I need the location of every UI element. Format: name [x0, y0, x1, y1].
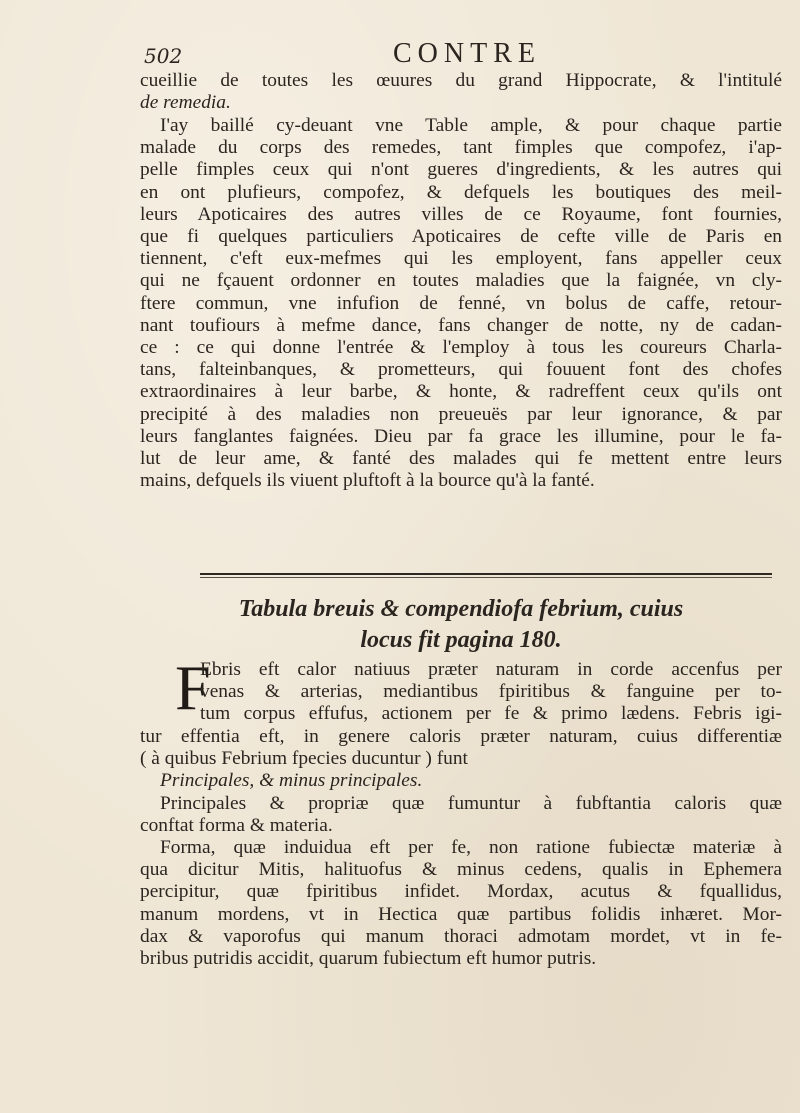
- page-header: [138, 38, 778, 74]
- text-line: lut de leur ame, & fanté des malades qui fe mettent entre leurs: [140, 448, 782, 470]
- text-line: tiennent, c'eft eux-mefmes qui les employent, fans appeller ceux: [140, 248, 782, 270]
- text-line: tans, falteinbanques, & prometteurs, qui fouuent font des chofes: [140, 359, 782, 381]
- text-line: venas & arterias, mediantibus fpiritibus & fanguine per to-: [200, 681, 782, 703]
- text-line: precipité à des maladies non preueuës par leur ignorance, & par: [140, 403, 782, 425]
- text-line: Principales & propriæ quæ fumuntur à fubftantia caloris quæ: [160, 792, 782, 814]
- text-line: I'ay baillé cy-deuant vne Table ample, & pour chaque partie: [160, 115, 782, 136]
- text-line: que fi quelques particuliers Apoticaires de cefte ville de Paris en: [140, 226, 782, 248]
- text-line: dax & vaporofus qui manum thoraci admotam mordet, vt in fe-: [140, 925, 782, 947]
- text-line: manum mordens, vt in Hectica quæ partibus folidis inhæret. Mor-: [140, 903, 782, 925]
- text-line: leurs fanglantes faignées. Dieu par fa grace les illumine, pour le fa-: [140, 425, 782, 447]
- text-line: qua dicitur Mitis, halituofus & minus cedens, qualis in Ephemera: [140, 859, 782, 881]
- section-divider: [200, 573, 772, 575]
- page-number: 502: [144, 44, 183, 68]
- paragraph-remedia-reference: [140, 70, 782, 114]
- text-line: tur effentia eft, in genere caloris præter naturam, cuius differentiæ: [140, 726, 782, 747]
- text-line: Principales, & minus principales.: [160, 770, 423, 792]
- text-line: malade du corps des remedes, tant fimples que compofez, i'ap-: [140, 137, 782, 159]
- text-line: qui ne fçauent ordonner en toutes maladies que la faignée, vn cly-: [140, 270, 782, 292]
- text-line: extraordinaires à leur barbe, & honte, & radreffent ceux qu'ils ont: [140, 381, 782, 403]
- section-title: [140, 594, 782, 656]
- text-line: Ebris eft calor natiuus præter naturam in corde accenfus per: [200, 659, 782, 680]
- section-title-line: locus fit pagina 180.: [360, 627, 562, 653]
- drop-cap: F: [175, 652, 211, 723]
- febris-definition-body: [140, 726, 782, 970]
- text-line: mains, defquels ils viuent pluftoft à la bource qu'à la fanté.: [140, 470, 595, 492]
- text-line: conftat forma & materia.: [140, 814, 333, 836]
- text-line: Forma, quæ induidua eft per fe, non ratione fubiectæ materiæ à: [160, 837, 782, 859]
- text-line: leurs Apoticaires des autres villes de ce Royaume, font fournies,: [140, 203, 782, 225]
- text-line: tum corpus effufus, actionem per fe & primo lædens. Febris igi-: [200, 703, 782, 725]
- text-line: ( à quibus Febrium fpecies ducuntur ) funt: [140, 748, 468, 770]
- text-line: bribus putridis accidit, quarum fubiectum eft humor putris.: [140, 948, 597, 970]
- text-line: ce : ce qui donne l'entrée & l'employ à tous les coureurs Charla-: [140, 337, 782, 359]
- text-line: cueillie de toutes les œuures du grand Hippocrate, & l'intitulé: [140, 70, 782, 91]
- text-line: pelle fimples ceux qui n'ont gueres d'ingredients, & les autres qui: [140, 159, 782, 181]
- febris-definition-opening: [200, 659, 782, 726]
- running-title: CONTRE: [393, 38, 541, 69]
- section-title-line: Tabula breuis & compendiofa febrium, cuius: [238, 596, 684, 622]
- text-line: ftere commun, vne infufion de fenné, vn bolus de caffe, retour-: [140, 292, 782, 314]
- text-line: en ont plufieurs, compofez, & defquels les boutiques des meil-: [140, 181, 782, 203]
- text-line: percipitur, quæ fpiritibus infidet. Mordax, acutus & fquallidus,: [140, 881, 782, 903]
- section-divider-thin: [200, 577, 772, 578]
- paragraph-table-of-remedies: [140, 115, 782, 492]
- text-line: de remedia.: [140, 92, 231, 114]
- text-line: nant toufiours à mefme dance, fans changer de notte, ny de cadan-: [140, 314, 782, 336]
